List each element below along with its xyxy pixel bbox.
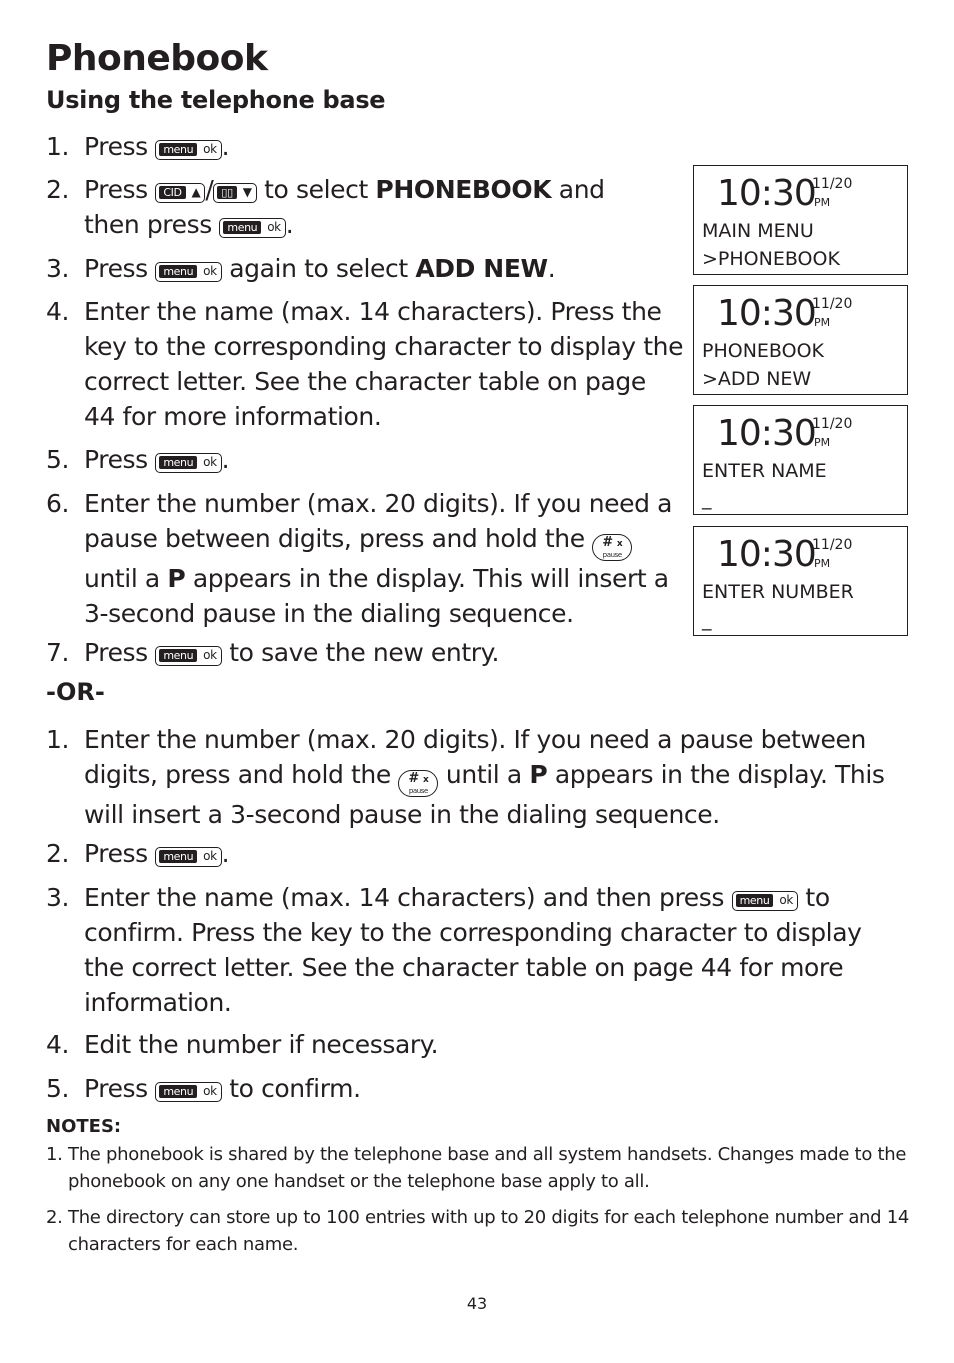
menu-ok-key-icon: menu ok bbox=[155, 262, 221, 282]
menu-ok-key-icon: menu ok bbox=[155, 847, 221, 867]
menu-ok-key-icon: menu ok bbox=[155, 453, 221, 473]
lcd-time: 10:30 bbox=[717, 173, 816, 214]
or-separator: -OR- bbox=[46, 678, 105, 706]
lcd-time: 10:30 bbox=[717, 534, 816, 575]
pound-pause-key-icon: # x pause bbox=[592, 534, 632, 561]
menu-ok-key-icon: menu ok bbox=[732, 891, 798, 911]
lcd-ampm: PM bbox=[814, 316, 831, 329]
step-number: 2. bbox=[46, 175, 70, 204]
step-number: 1. bbox=[46, 132, 70, 161]
menu-ok-key-icon: menu ok bbox=[155, 1082, 221, 1102]
lcd-line1: PHONEBOOK bbox=[702, 340, 824, 362]
lcd-time: 10:30 bbox=[717, 293, 816, 334]
lcd-ampm: PM bbox=[814, 557, 831, 570]
lcd-screen-phonebook bbox=[693, 285, 908, 395]
step-text: Press bbox=[84, 132, 148, 161]
lcd-line2: >ADD NEW bbox=[702, 368, 812, 390]
lcd-cursor: _ bbox=[702, 609, 712, 631]
lcd-date: 11/20 bbox=[812, 296, 853, 312]
lcd-line1: ENTER NUMBER bbox=[702, 581, 854, 603]
notes-heading: NOTES: bbox=[46, 1116, 122, 1137]
lcd-time: 10:30 bbox=[717, 413, 816, 454]
lcd-line1: ENTER NAME bbox=[702, 460, 827, 482]
lcd-ampm: PM bbox=[814, 196, 831, 209]
lcd-date: 11/20 bbox=[812, 416, 853, 432]
cid-up-key-icon: CID ▲ bbox=[155, 183, 205, 203]
menu-ok-key-icon: menu ok bbox=[219, 218, 285, 238]
menu-ok-key-icon: menu ok bbox=[155, 646, 221, 666]
book-down-key-icon: ▯▯ ▼ bbox=[213, 183, 256, 203]
lcd-line1: MAIN MENU bbox=[702, 220, 814, 242]
page-number: 43 bbox=[466, 1294, 488, 1313]
lcd-screen-main-menu bbox=[693, 165, 908, 275]
lcd-screen-enter-number bbox=[693, 526, 908, 636]
lcd-line2: >PHONEBOOK bbox=[702, 248, 840, 270]
lcd-screen-enter-name bbox=[693, 405, 908, 515]
page-title: Phonebook bbox=[46, 38, 268, 79]
page-subtitle: Using the telephone base bbox=[46, 86, 386, 114]
lcd-ampm: PM bbox=[814, 436, 831, 449]
lcd-date: 11/20 bbox=[812, 537, 853, 553]
lcd-cursor: _ bbox=[702, 488, 712, 510]
note-item: 2. The directory can store up to 100 entries with up to 20 digits for each telephone number and 14 characters for each name. bbox=[46, 1207, 910, 1255]
step-a2-line2: then press menu ok . bbox=[84, 210, 294, 239]
pound-pause-key-icon: # x pause bbox=[398, 770, 438, 797]
lcd-date: 11/20 bbox=[812, 176, 853, 192]
note-item: 1. The phonebook is shared by the telephone base and all system handsets. Changes made to the phonebook on any one handset or the telephone base apply to all. bbox=[46, 1144, 907, 1192]
menu-ok-key-icon: menu ok bbox=[155, 140, 221, 160]
